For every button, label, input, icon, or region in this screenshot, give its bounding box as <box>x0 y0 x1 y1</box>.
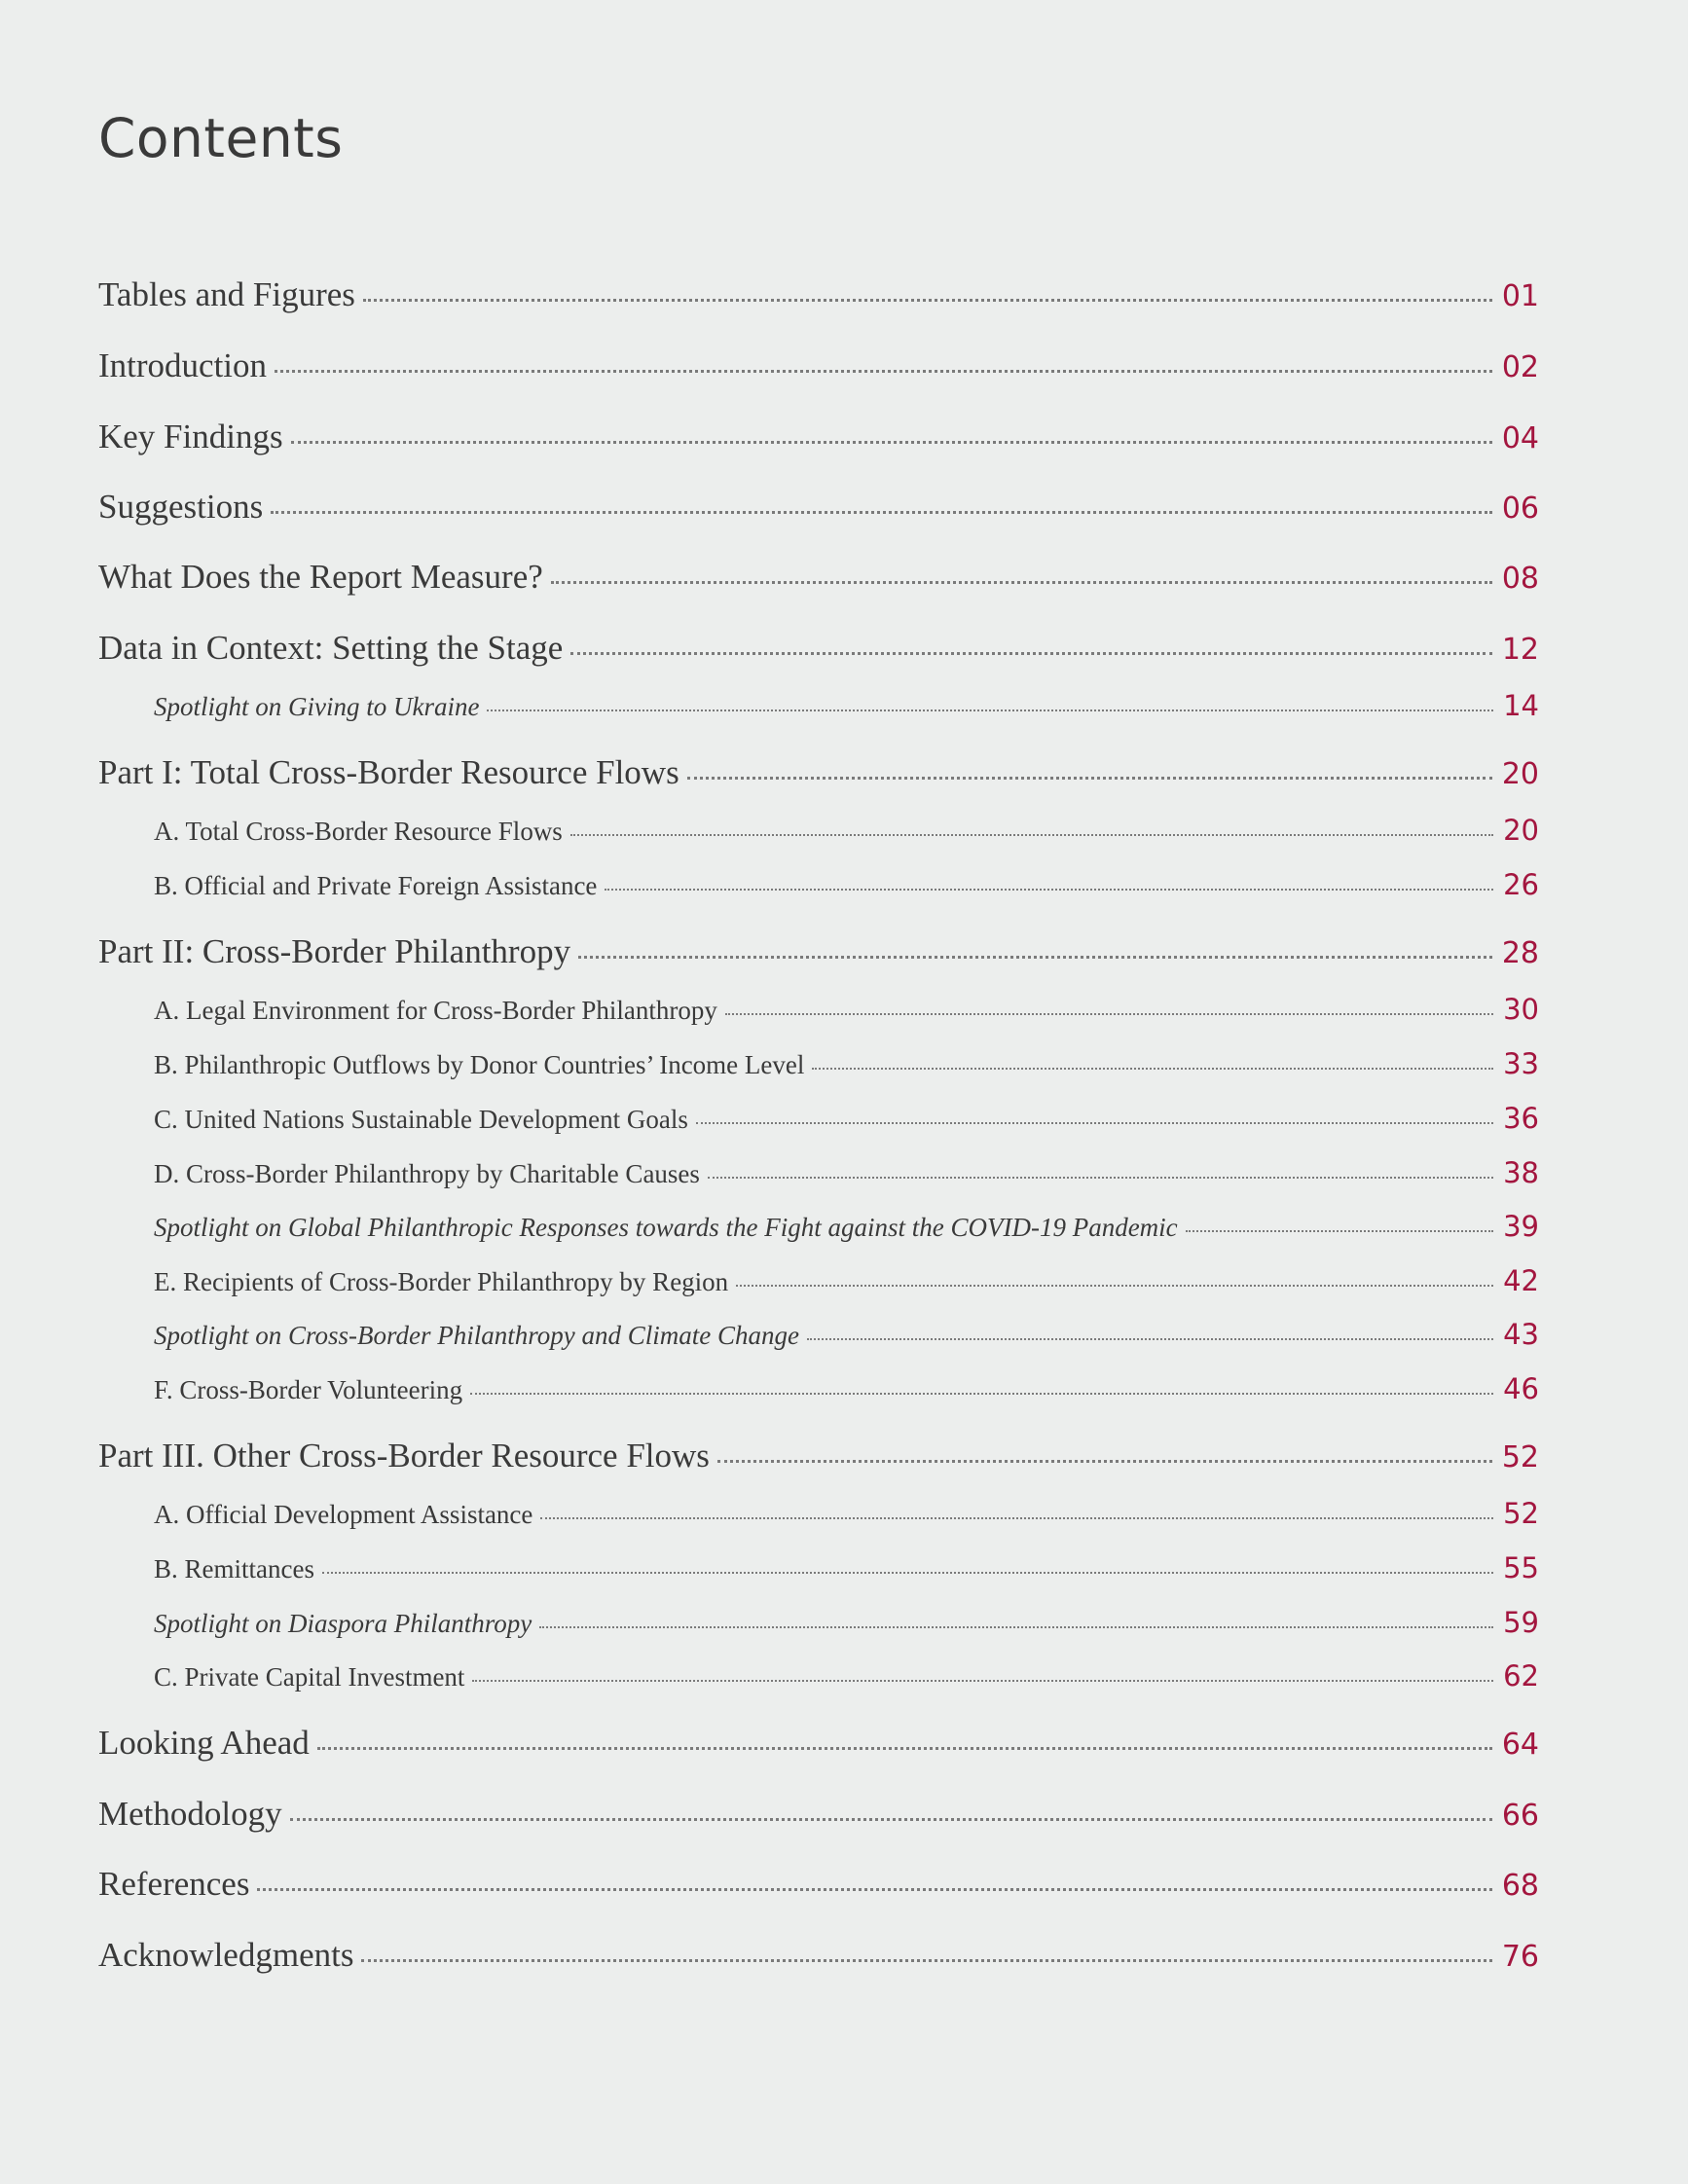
toc-entry[interactable] <box>98 346 1539 385</box>
toc-entry[interactable] <box>98 1437 1539 1475</box>
toc-entry-label: Introduction <box>98 346 268 384</box>
toc-entry-page-number: 02 <box>1501 349 1539 384</box>
toc-entry-label: Key Findings <box>98 417 283 455</box>
table-of-contents <box>98 0 1539 2184</box>
toc-entry-label: C. United Nations Sustainable Development Goals <box>154 1105 688 1135</box>
dot-leader <box>257 1888 1491 1891</box>
toc-entry-page-number: 28 <box>1501 935 1539 970</box>
dot-leader <box>540 1517 1493 1519</box>
toc-entry[interactable] <box>98 1724 1539 1763</box>
toc-entry[interactable] <box>98 629 1539 668</box>
toc-entry-label: What Does the Report Measure? <box>98 557 543 596</box>
toc-entry-page-number: 14 <box>1503 689 1539 723</box>
toc-entry-page-number: 68 <box>1501 1868 1539 1903</box>
dot-leader <box>291 441 1492 444</box>
toc-entry-page-number: 43 <box>1503 1318 1539 1352</box>
dot-leader <box>605 889 1493 891</box>
toc-entry[interactable] <box>98 689 1539 722</box>
toc-entry-label: E. Recipients of Cross-Border Philanthropy by Region <box>154 1267 729 1297</box>
toc-entry[interactable] <box>98 1047 1539 1080</box>
toc-entry[interactable] <box>98 1659 1539 1693</box>
toc-entry-label: Part II: Cross-Border Philanthropy <box>98 931 571 970</box>
dot-leader <box>736 1285 1493 1287</box>
dot-leader <box>290 1818 1492 1821</box>
toc-entry-label: B. Remittances <box>154 1554 314 1584</box>
dot-leader <box>317 1747 1492 1750</box>
toc-entry-page-number: 52 <box>1501 1439 1539 1474</box>
toc-entry-label: Spotlight on Global Philanthropic Responses towards the Fight against the COVID-19 Pandemic <box>154 1213 1178 1243</box>
toc-entry-page-number: 46 <box>1503 1372 1539 1406</box>
toc-entry[interactable] <box>98 1318 1539 1351</box>
toc-entry[interactable] <box>98 1606 1539 1639</box>
toc-entry-page-number: 08 <box>1501 561 1539 596</box>
toc-entry[interactable] <box>98 1551 1539 1584</box>
toc-entry[interactable] <box>98 1795 1539 1834</box>
toc-entry[interactable] <box>98 932 1539 971</box>
dot-leader <box>717 1460 1492 1463</box>
toc-entry-label: A. Official Development Assistance <box>154 1500 533 1530</box>
dot-leader <box>271 511 1492 514</box>
toc-entry[interactable] <box>98 993 1539 1026</box>
toc-entry-page-number: 64 <box>1501 1727 1539 1762</box>
toc-entry-label: Part I: Total Cross-Border Resource Flows <box>98 752 679 791</box>
toc-entry[interactable] <box>98 418 1539 456</box>
toc-entry-label: B. Official and Private Foreign Assistance <box>154 871 598 901</box>
dot-leader <box>363 299 1492 302</box>
toc-entry-label: Data in Context: Setting the Stage <box>98 628 564 667</box>
dot-leader <box>725 1013 1493 1015</box>
dot-leader <box>275 370 1492 373</box>
toc-entry-label: References <box>98 1864 250 1903</box>
dot-leader <box>322 1572 1493 1574</box>
toc-entry-label: F. Cross-Border Volunteering <box>154 1375 463 1405</box>
toc-entry-page-number: 04 <box>1501 420 1539 455</box>
toc-entry-page-number: 20 <box>1503 814 1539 848</box>
toc-entry-label: C. Private Capital Investment <box>154 1662 465 1693</box>
toc-entry[interactable] <box>98 1210 1539 1243</box>
toc-entry[interactable] <box>98 868 1539 901</box>
toc-entry-page-number: 20 <box>1501 756 1539 791</box>
toc-entry-page-number: 33 <box>1503 1047 1539 1081</box>
toc-entry[interactable] <box>98 275 1539 314</box>
toc-entry-page-number: 42 <box>1503 1264 1539 1298</box>
toc-entry-label: A. Legal Environment for Cross-Border Philanthropy <box>154 996 717 1026</box>
dot-leader <box>812 1068 1493 1070</box>
toc-entry-page-number: 06 <box>1501 491 1539 526</box>
dot-leader <box>487 710 1493 711</box>
dot-leader <box>570 652 1492 655</box>
toc-entry-label: Tables and Figures <box>98 274 355 313</box>
toc-entry-label: A. Total Cross-Border Resource Flows <box>154 817 563 847</box>
toc-entry[interactable] <box>98 1264 1539 1297</box>
toc-entry-page-number: 30 <box>1503 993 1539 1027</box>
toc-entry-page-number: 55 <box>1503 1551 1539 1585</box>
dot-leader <box>1186 1230 1493 1232</box>
dot-leader <box>570 834 1493 836</box>
toc-entry-page-number: 01 <box>1501 278 1539 313</box>
toc-entry-page-number: 62 <box>1503 1659 1539 1693</box>
dot-leader <box>470 1393 1493 1395</box>
toc-entry[interactable] <box>98 1102 1539 1135</box>
toc-entry[interactable] <box>98 1865 1539 1904</box>
toc-entry-label: Spotlight on Cross-Border Philanthropy and Climate Change <box>154 1321 799 1351</box>
toc-entry-label: Suggestions <box>98 487 264 526</box>
dot-leader <box>472 1680 1493 1682</box>
toc-entry-page-number: 52 <box>1503 1497 1539 1531</box>
toc-entry-page-number: 38 <box>1503 1156 1539 1190</box>
toc-entry[interactable] <box>98 1372 1539 1405</box>
toc-entry-page-number: 39 <box>1503 1210 1539 1244</box>
dot-leader <box>687 777 1492 780</box>
toc-entry-page-number: 66 <box>1501 1798 1539 1833</box>
toc-entry-page-number: 12 <box>1501 632 1539 667</box>
page-title: Contents <box>98 107 344 169</box>
toc-entry-page-number: 36 <box>1503 1102 1539 1136</box>
dot-leader <box>578 956 1492 959</box>
toc-entry-page-number: 26 <box>1503 868 1539 902</box>
dot-leader <box>807 1338 1493 1340</box>
dot-leader <box>696 1122 1493 1124</box>
toc-entry-label: Spotlight on Giving to Ukraine <box>154 692 480 722</box>
toc-entry[interactable] <box>98 814 1539 847</box>
toc-entry[interactable] <box>98 753 1539 792</box>
dot-leader <box>551 581 1492 584</box>
toc-entry[interactable] <box>98 1936 1539 1975</box>
toc-entry-label: Acknowledgments <box>98 1935 354 1974</box>
dot-leader <box>361 1959 1491 1962</box>
toc-entry[interactable] <box>98 1497 1539 1530</box>
toc-entry[interactable] <box>98 1156 1539 1189</box>
toc-entry-label: B. Philanthropic Outflows by Donor Countries’ Income Level <box>154 1050 805 1080</box>
toc-entry-label: Methodology <box>98 1794 282 1833</box>
dot-leader <box>539 1626 1493 1628</box>
toc-entry[interactable] <box>98 488 1539 527</box>
toc-entry-label: D. Cross-Border Philanthropy by Charitable Causes <box>154 1159 700 1189</box>
toc-entry-label: Part III. Other Cross-Border Resource Flows <box>98 1436 710 1474</box>
toc-entry-label: Looking Ahead <box>98 1723 310 1762</box>
dot-leader <box>708 1177 1493 1179</box>
toc-entry-page-number: 76 <box>1501 1939 1539 1974</box>
toc-entry-page-number: 59 <box>1503 1606 1539 1640</box>
toc-entry-label: Spotlight on Diaspora Philanthropy <box>154 1609 532 1639</box>
toc-entry[interactable] <box>98 558 1539 597</box>
